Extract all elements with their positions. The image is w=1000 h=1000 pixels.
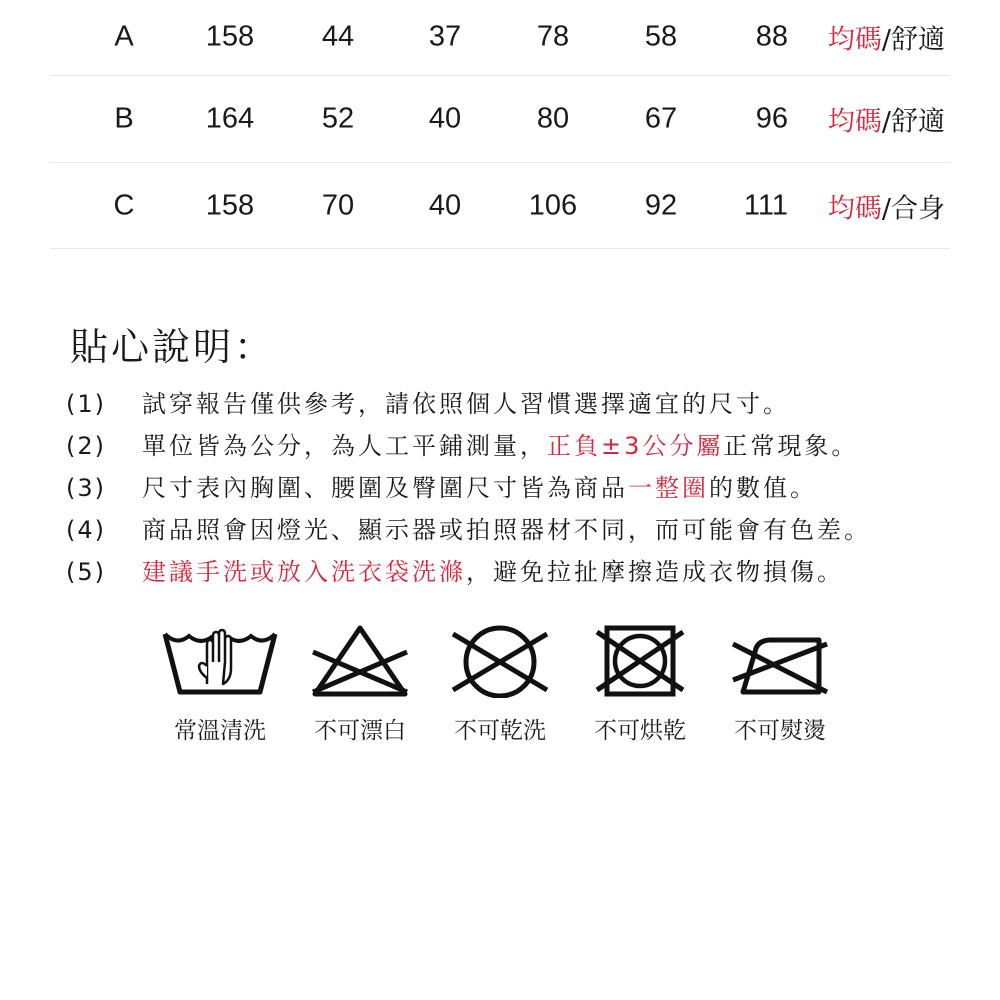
hand-wash-icon — [155, 622, 285, 698]
care-item-no-bleach — [290, 622, 430, 745]
no-iron-icon — [715, 622, 845, 698]
size-value: 111 — [743, 189, 788, 221]
care-item-no-iron — [710, 622, 850, 745]
size-row-a — [50, 0, 950, 76]
size-value: 80 — [536, 102, 570, 135]
note-text-highlight: 正負±3公分屬 — [547, 432, 724, 460]
note-text: 單位皆為公分，為人工平鋪測量， — [142, 432, 547, 460]
no-dry-clean-icon — [435, 622, 565, 698]
note-item — [66, 509, 986, 551]
fit-free-size: 均碼 — [827, 106, 882, 138]
fit-style: 合身 — [891, 193, 945, 224]
fit-separator: / — [881, 24, 891, 56]
fit-separator: / — [881, 106, 891, 138]
note-number: (5) — [66, 558, 106, 586]
size-value: 40 — [428, 102, 462, 135]
notes-list — [66, 383, 986, 593]
note-item — [66, 383, 986, 425]
care-item-no-dry-clean — [430, 622, 570, 745]
no-bleach-icon — [295, 622, 425, 698]
note-text-highlight: 一整圈 — [628, 474, 709, 502]
note-text-highlight: 建議手洗或放入洗衣袋洗滌 — [142, 558, 466, 586]
size-label: B — [114, 102, 134, 135]
note-number: (1) — [66, 390, 106, 418]
size-table — [50, 0, 950, 249]
size-value: 52 — [321, 102, 355, 135]
fit-free-size: 均碼 — [827, 193, 882, 224]
size-value: 67 — [644, 102, 678, 135]
fit-description — [828, 18, 945, 57]
fit-description — [828, 186, 945, 225]
fit-separator: / — [881, 193, 891, 224]
note-item — [66, 467, 986, 509]
size-value: 106 — [528, 189, 578, 221]
size-value: 37 — [428, 20, 462, 53]
fit-free-size: 均碼 — [827, 24, 882, 56]
no-tumble-dry-icon — [575, 622, 705, 698]
care-label: 不可乾洗 — [454, 718, 546, 744]
size-value: 70 — [321, 189, 355, 221]
note-text: 尺寸表內胸圍、腰圍及臀圍尺寸皆為商品 — [142, 474, 628, 502]
size-value: 88 — [755, 20, 788, 53]
note-text: 正常現象。 — [723, 432, 859, 460]
note-text: ，避免拉扯摩擦造成衣物損傷。 — [466, 558, 844, 586]
size-value: 78 — [536, 20, 570, 53]
note-text: 試穿報告僅供參考，請依照個人習慣選擇適宜的尺寸。 — [142, 390, 790, 418]
note-number: (2) — [66, 432, 106, 460]
size-row-b — [50, 76, 950, 163]
care-label: 不可烘乾 — [594, 718, 686, 744]
note-item — [66, 425, 986, 467]
size-value: 158 — [205, 20, 255, 53]
size-value: 92 — [644, 189, 678, 221]
care-item-no-tumble-dry — [570, 622, 710, 745]
note-item — [66, 551, 986, 593]
size-label: C — [113, 189, 135, 221]
care-item-hand-wash — [150, 622, 290, 745]
note-number: (4) — [66, 516, 106, 544]
care-label: 不可熨燙 — [734, 718, 826, 744]
size-value: 58 — [644, 20, 678, 53]
care-instructions — [150, 622, 870, 762]
size-row-c — [50, 163, 950, 249]
notes-title: 貼心說明： — [70, 325, 276, 369]
size-value: 40 — [428, 189, 462, 221]
care-label: 常溫清洗 — [174, 718, 266, 744]
fit-style: 舒適 — [891, 106, 945, 138]
note-text: 商品照會因燈光、顯示器或拍照器材不同，而可能會有色差。 — [142, 516, 871, 544]
note-text: 的數值。 — [709, 474, 817, 502]
care-label: 不可漂白 — [314, 718, 406, 744]
size-value: 44 — [321, 20, 355, 53]
size-value: 164 — [205, 102, 255, 135]
fit-style: 舒適 — [891, 24, 945, 56]
note-number: (3) — [66, 474, 106, 502]
fit-description — [828, 100, 945, 139]
size-value: 96 — [755, 102, 788, 135]
size-label: A — [114, 20, 134, 53]
size-value: 158 — [205, 189, 255, 221]
